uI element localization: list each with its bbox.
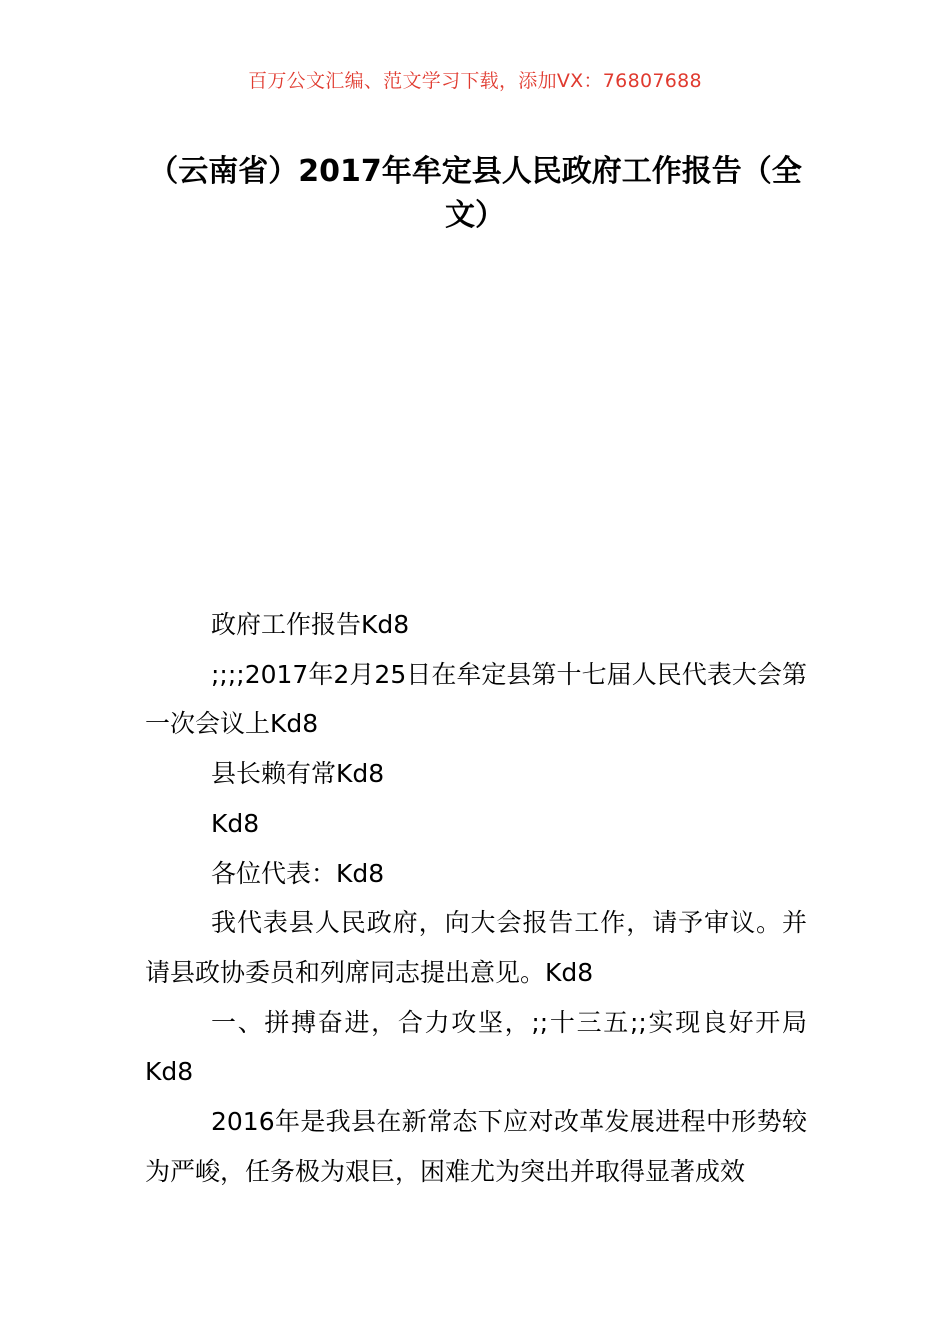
paragraph-marker: Kd8 [211,808,260,838]
paragraph-body: 2016年是我县在新常态下应对改革发展进程中形势较为严峻，任务极为艰巨，困难尤为突出并取得显著成效 [145,1107,807,1186]
paragraph-speaker: 县长赖有常Kd8 [211,759,385,789]
paragraph-report-name: 政府工作报告Kd8 [211,610,410,639]
document-title: （云南省）2017年牟定县人民政府工作报告（全文） [148,154,802,233]
paragraph-section-heading: 一、拼搏奋进，合力攻坚，;;十三五;;实现良好开局Kd8 [145,1007,807,1087]
document-body [145,600,807,1196]
paragraph-meeting-date: ;;;;2017年2月25日在牟定县第十七届人民代表大会第一次会议上Kd8 [145,659,807,739]
header-promo-note: 百万公文汇编、范文学习下载，添加VX：76807688 [248,70,702,92]
paragraph-salutation: 各位代表：Kd8 [211,858,385,888]
paragraph-intro: 我代表县人民政府，向大会报告工作，请予审议。并请县政协委员和列席同志提出意见。Kd8 [145,908,807,987]
